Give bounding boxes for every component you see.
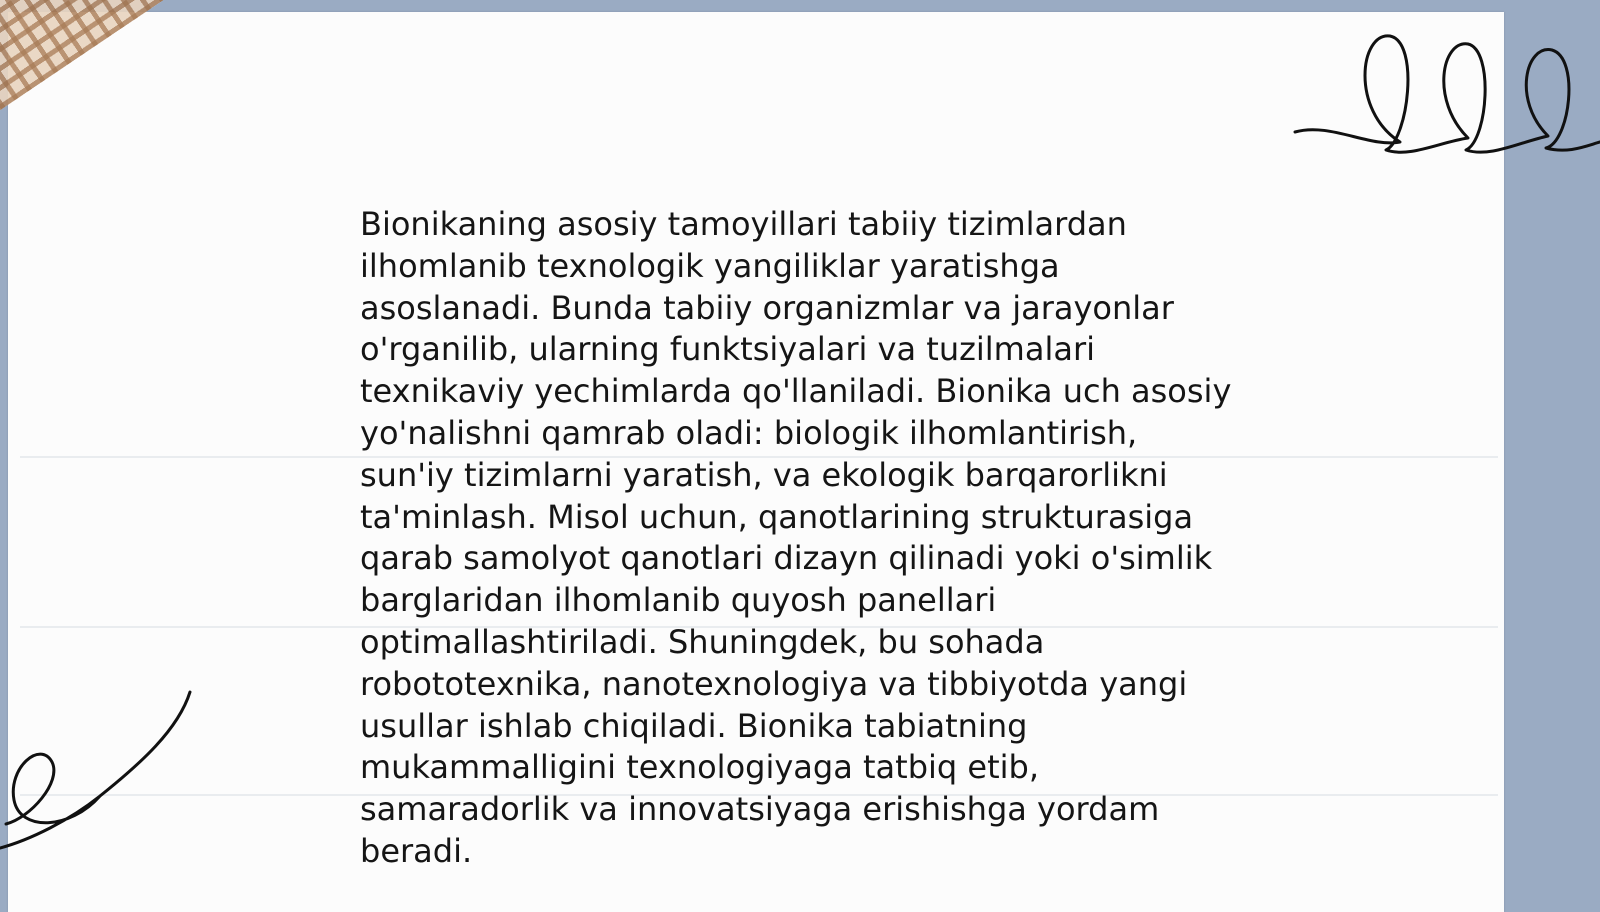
body-paragraph: Bionikaning asosiy tamoyillari tabiiy tizimlardan ilhomlanib texnologik yangiliklar yaratishga asoslanadi. Bunda tabiiy organizmlar va jarayonlar o'rganilib, ularning funktsiyalari va tuzilmalari texnikaviy yechimlarda qo'llaniladi. Bionika uch asosiy yo'nalishni qamrab oladi: biologik ilhomlantirish, sun'iy tizimlarni yaratish, va ekologik barqarorlikni ta'minlash. Misol uchun, qanotlarining strukturasiga qarab samolyot qanotlari dizayn qilinadi yoki o'simlik barglaridan ilhomlanib quyosh panellari optimallashtiriladi. Shuningdek, bu sohada robototexnika, nanotexnologiya va tibbiyotda yangi usullar ishlab chiqiladi. Bionika tabiatning mukammalligini texnologiyaga tatbiq etib, samaradorlik va innovatsiyaga erishishga yordam beradi. [360, 205, 1232, 870]
swirl-squiggle-icon [0, 690, 200, 850]
loop-squiggle-icon [1290, 30, 1600, 170]
